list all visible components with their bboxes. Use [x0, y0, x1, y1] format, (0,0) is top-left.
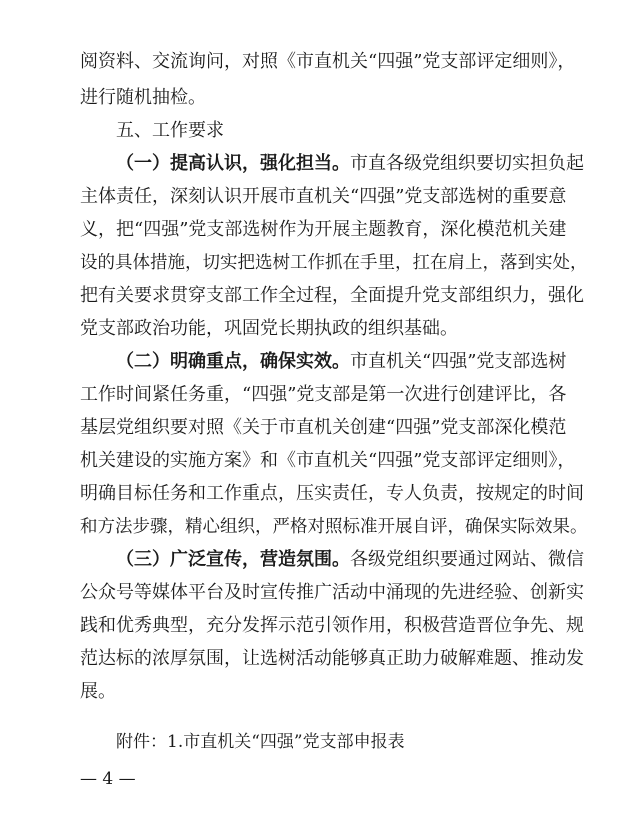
item-3-line: 展。	[80, 681, 116, 702]
continuation-line-2: 进行随机抽检。	[80, 87, 206, 108]
item-2-line: 明确目标任务和工作重点，压实责任，专人负责，按规定的时间	[80, 483, 584, 504]
item-3-line: 公众号等媒体平台及时宣传推广活动中涌现的先进经验、创新实	[80, 582, 584, 603]
item-3-line: 范达标的浓厚氛围，让选树活动能够真正助力破解难题、推动发	[80, 648, 584, 669]
item-1-line: 党支部政治功能，巩固党长期执政的组织基础。	[80, 318, 458, 339]
item-2-line: 基层党组织要对照《关于市直机关创建“四强”党支部深化模范	[80, 417, 567, 438]
item-2-title: （二）明确重点，确保实效。	[116, 351, 350, 372]
item-1-line: 义，把“四强”党支部选树作为开展主题教育，深化模范机关建	[80, 219, 567, 240]
item-1-line: 主体责任，深刻认识开展市直机关“四强”党支部选树的重要意	[80, 186, 567, 207]
item-3-title: （三）广泛宣传，营造氛围。	[116, 549, 350, 570]
section-heading: 五、工作要求	[116, 120, 224, 141]
item-1-first-line-text: 市直各级党组织要切实担负起	[350, 153, 584, 174]
item-3-first-line-text: 各级党组织要通过网站、微信	[350, 549, 584, 570]
item-2-line: 和方法步骤，精心组织，严格对照标准开展自评，确保实际效果。	[80, 517, 588, 537]
item-2-first-line	[116, 346, 566, 378]
item-2-line: 机关建设的实施方案》和《市直机关“四强”党支部评定细则》，	[80, 450, 576, 471]
item-2-first-line-text: 市直机关“四强”党支部选树	[350, 351, 567, 372]
item-1-line: 设的具体措施，切实把选树工作抓在手里，扛在肩上，落到实处，	[80, 253, 588, 273]
continuation-line-1: 阅资料、交流询问，对照《市直机关“四强”党支部评定细则》，	[80, 51, 576, 72]
page-number: — 4 —	[80, 769, 136, 789]
item-1-title: （一）提高认识，强化担当。	[116, 153, 350, 174]
appendix-line: 附件：1.市直机关“四强”党支部申报表	[116, 732, 405, 752]
item-1-line: 把有关要求贯穿支部工作全过程，全面提升党支部组织力，强化	[80, 285, 584, 306]
item-3-line: 践和优秀典型，充分发挥示范引领作用，积极营造晋位争先、规	[80, 615, 584, 636]
item-1-first-line	[116, 148, 584, 180]
item-3-first-line	[116, 544, 584, 576]
item-2-line: 工作时间紧任务重，“四强”党支部是第一次进行创建评比，各	[80, 384, 567, 405]
